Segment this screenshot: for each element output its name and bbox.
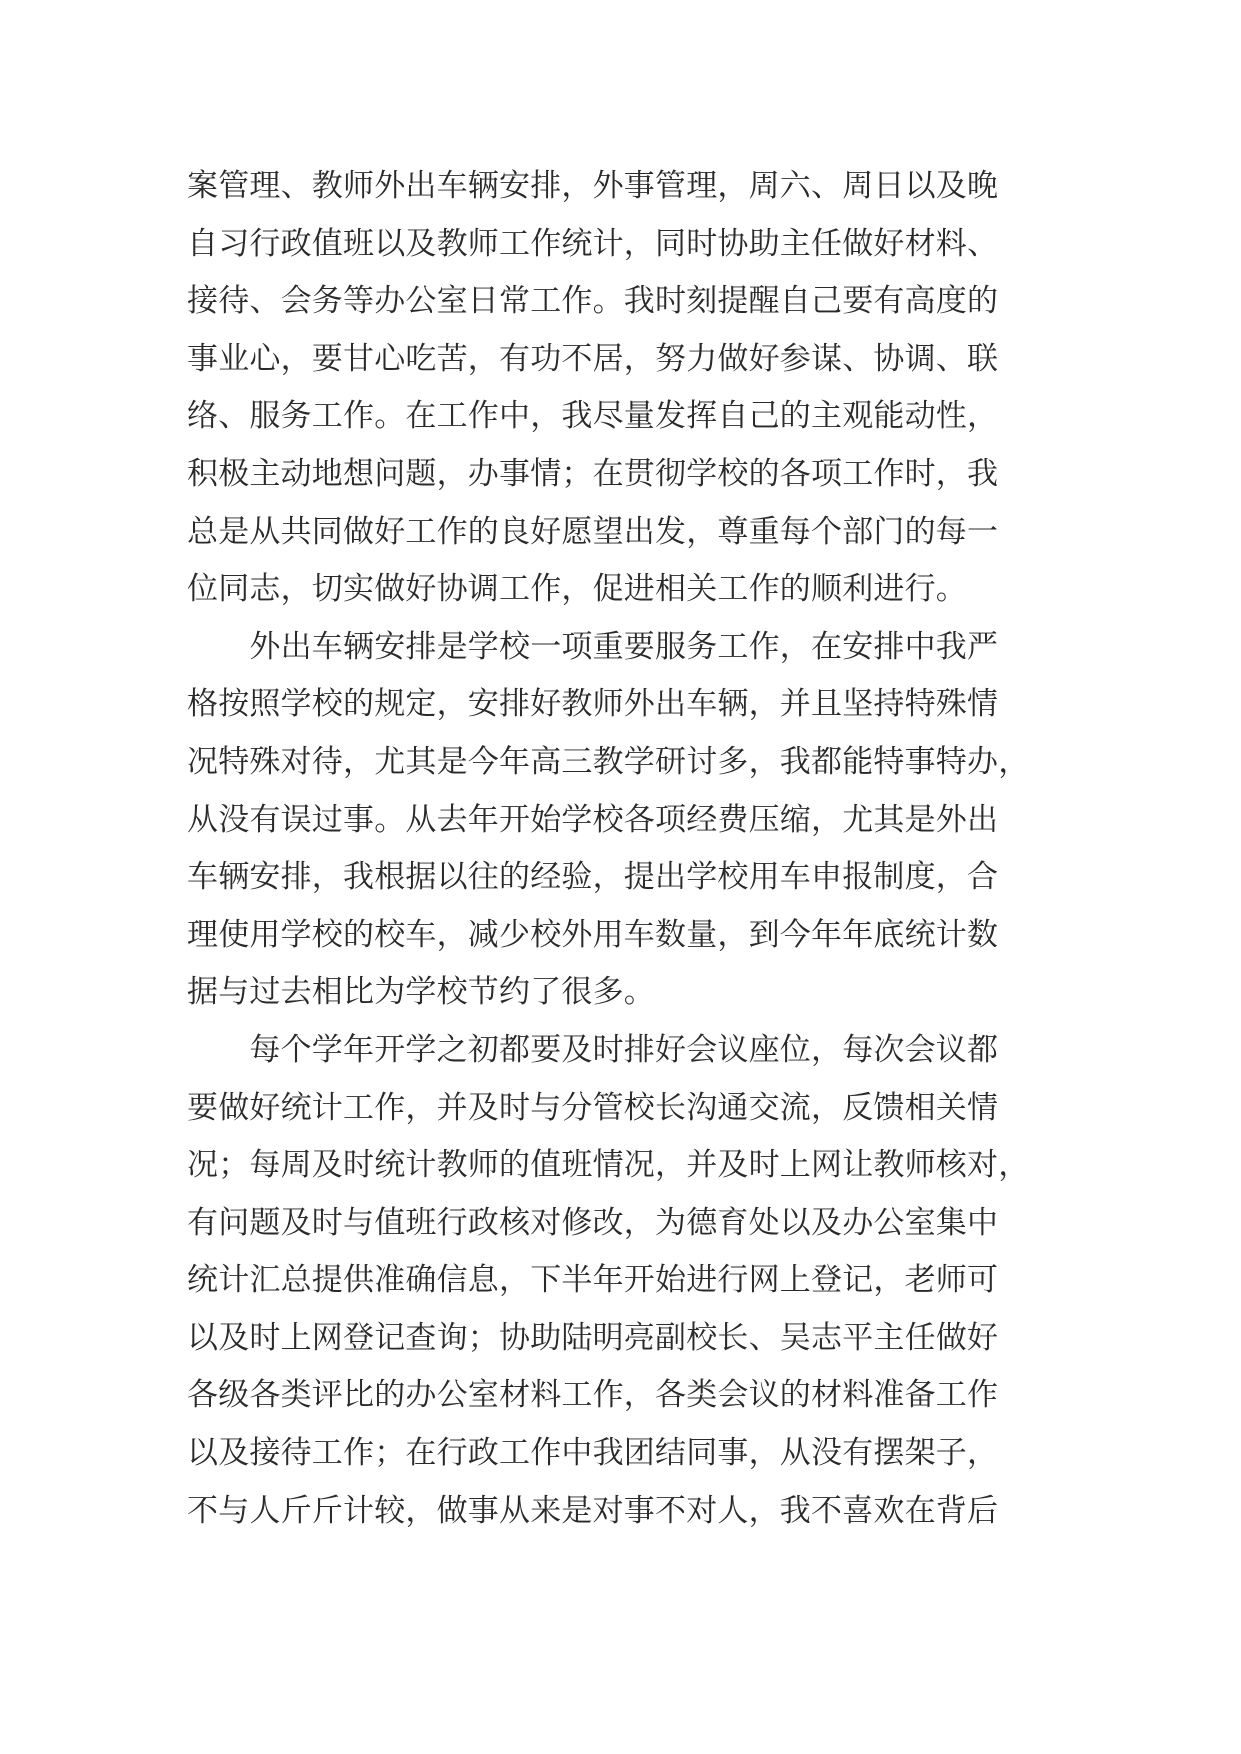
text-line: 接待、会务等办公室日常工作。我时刻提醒自己要有高度的 [187,283,999,320]
text-line: 要做好统计工作，并及时与分管校长沟通交流，反馈相关情 [187,1089,999,1126]
text-line: 从没有误过事。从去年开始学校各项经费压缩，尤其是外出 [187,801,999,838]
text-line: 总是从共同做好工作的良好愿望出发，尊重每个部门的每一 [187,513,999,550]
text-line: 络、服务工作。在工作中，我尽量发挥自己的主观能动性， [187,398,999,435]
text-line: 车辆安排，我根据以往的经验，提出学校用车申报制度，合 [187,859,999,896]
text-line: 据与过去相比为学校节约了很多。 [187,974,655,1011]
text-line: 不与人斤斤计较，做事从来是对事不对人，我不喜欢在背后 [187,1492,999,1529]
text-line: 理使用学校的校车，减少校外用车数量，到今年年底统计数 [187,916,999,953]
text-line: 案管理、教师外出车辆安排，外事管理，周六、周日以及晚 [187,168,999,204]
text-line: 统计汇总提供准确信息，下半年开始进行网上登记，老师可 [187,1262,999,1299]
text-line: 以及接待工作；在行政工作中我团结同事，从没有摆架子， [187,1435,999,1472]
text-line: 以及时上网登记查询；协助陆明亮副校长、吴志平主任做好 [187,1319,999,1356]
text-line: 况特殊对待，尤其是今年高三教学研讨多，我都能特事特办， [187,743,1030,780]
text-line: 外出车辆安排是学校一项重要服务工作，在安排中我严 [187,628,999,665]
text-line: 每个学年开学之初都要及时排好会议座位，每次会议都 [187,1031,999,1068]
text-line: 位同志，切实做好协调工作，促进相关工作的顺利进行。 [187,571,967,608]
text-line: 况；每周及时统计教师的值班情况，并及时上网让教师核对， [187,1147,1030,1184]
text-line: 有问题及时与值班行政核对修改，为德育处以及办公室集中 [187,1204,999,1241]
text-line: 积极主动地想问题，办事情；在贯彻学校的各项工作时，我 [187,455,999,492]
text-line: 格按照学校的规定，安排好教师外出车辆，并且坚持特殊情 [187,686,999,723]
text-line: 自习行政值班以及教师工作统计，同时协助主任做好材料、 [187,225,999,262]
text-line: 各级各类评比的办公室材料工作，各类会议的材料准备工作 [187,1377,999,1414]
text-line: 事业心，要甘心吃苦，有功不居，努力做好参谋、协调、联 [187,340,999,377]
document-body [187,158,1087,1540]
